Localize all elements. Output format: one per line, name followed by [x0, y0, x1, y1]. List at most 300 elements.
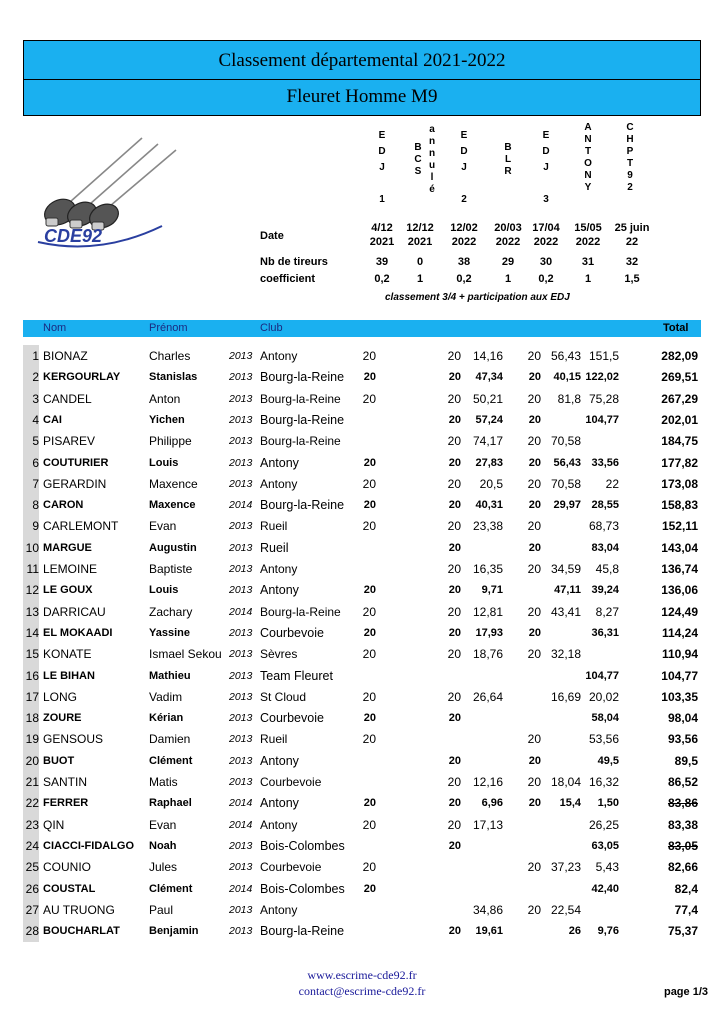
first-name-cell: Augustin [149, 541, 197, 554]
table-row [23, 666, 701, 687]
first-name-cell: Kérian [149, 712, 184, 725]
birth-year-cell: 2013 [229, 350, 253, 362]
score-cell: 20 [528, 413, 541, 426]
header-nom: Nom [43, 322, 67, 334]
score-cell: 20,5 [479, 476, 503, 491]
birth-year-cell: 2013 [229, 413, 253, 426]
rank-cell: 28 [25, 924, 39, 939]
score-cell: 20 [363, 499, 376, 512]
score-cell: 16,32 [588, 775, 619, 789]
birth-year-cell: 2013 [229, 754, 253, 767]
score-cell: 22,54 [550, 902, 581, 917]
last-name-cell: LEMOINE [43, 562, 98, 576]
event-column-1 [362, 130, 402, 210]
club-cell: Rueil [260, 519, 288, 534]
score-cell: 20 [363, 712, 376, 725]
last-name-cell: ZOURE [43, 712, 82, 725]
score-cell: 20 [528, 626, 541, 639]
score-cell: 20 [448, 456, 461, 469]
score-cell: 20 [362, 817, 376, 832]
last-name-cell: BIONAZ [43, 349, 88, 363]
score-cell: 28,55 [591, 499, 619, 512]
footer-email: contact@escrime-cde92.fr [298, 984, 426, 998]
event-label-char: D [542, 146, 550, 157]
last-name-cell: CANDEL [43, 391, 92, 406]
club-cell: Antony [260, 753, 299, 768]
birth-year-cell: 2014 [229, 818, 253, 831]
event-label-char: 3 [543, 194, 549, 205]
rank-cell: 25 [25, 860, 39, 875]
total-cell: 103,35 [661, 689, 698, 704]
first-name-cell: Mathieu [149, 669, 191, 682]
table-row [23, 879, 701, 900]
score-cell: 47,34 [475, 371, 503, 384]
score-cell: 20 [527, 434, 541, 449]
birth-year-cell: 2014 [229, 797, 253, 810]
score-cell: 23,38 [472, 519, 503, 534]
score-cell: 22 [605, 476, 619, 491]
event-label-char: P [626, 146, 634, 157]
event-tireurs: 32 [625, 256, 639, 268]
event-tireurs: 31 [581, 256, 595, 268]
table-row [23, 453, 701, 474]
club-cell: Bourg-la-Reine [260, 604, 341, 619]
table-row [23, 580, 701, 601]
score-cell: 20 [363, 456, 376, 469]
score-cell: 45,8 [595, 562, 619, 576]
total-cell: 93,56 [667, 732, 698, 747]
birth-year-cell: 2013 [229, 903, 253, 916]
birth-year-cell: 2013 [229, 733, 253, 746]
score-cell: 20 [527, 732, 541, 747]
total-cell: 184,75 [661, 434, 698, 449]
rank-cell: 1 [32, 349, 39, 363]
event-label-char: N [584, 170, 592, 181]
club-cell: Courbevoie [260, 711, 324, 726]
total-cell: 282,09 [661, 349, 698, 363]
score-cell: 75,28 [588, 391, 619, 406]
event-coef: 1 [504, 273, 512, 285]
score-cell: 20 [528, 541, 541, 554]
club-cell: Antony [260, 476, 298, 491]
ranking-note: classement 3/4 + participation aux EDJ [385, 292, 570, 303]
rank-cell: 21 [25, 775, 39, 789]
score-cell: 17,13 [472, 817, 503, 832]
score-cell: 26 [568, 925, 581, 938]
score-cell: 16,35 [472, 562, 503, 576]
score-cell: 34,86 [472, 902, 503, 917]
table-row [23, 410, 701, 431]
birth-year-cell: 2013 [229, 776, 253, 788]
score-cell: 49,5 [597, 754, 619, 767]
birth-year-cell: 2013 [229, 839, 253, 852]
first-name-cell: Evan [149, 817, 177, 832]
rank-cell: 14 [25, 625, 39, 640]
total-cell: 77,4 [674, 902, 698, 917]
total-cell: 86,52 [667, 775, 698, 789]
table-row [23, 729, 701, 750]
last-name-cell: LE GOUX [43, 584, 93, 597]
score-cell: 20 [362, 391, 376, 406]
score-cell: 32,18 [550, 647, 581, 662]
rank-cell: 26 [25, 881, 39, 896]
club-cell: Bois-Colombes [260, 838, 345, 853]
score-cell: 20 [527, 519, 541, 534]
rank-cell: 22 [25, 796, 39, 811]
rank-cell: 11 [26, 562, 39, 576]
first-name-cell: Vadim [149, 689, 183, 704]
last-name-cell: COUNIO [43, 860, 91, 875]
score-cell: 20 [528, 456, 541, 469]
event-label-char: Y [584, 182, 592, 193]
club-cell: Sèvres [260, 647, 298, 662]
footer-website: www.escrime-cde92.fr [307, 968, 417, 982]
score-cell: 20 [448, 797, 461, 810]
score-cell: 20 [448, 541, 461, 554]
last-name-cell: MARGUE [43, 541, 92, 554]
event-label-char: J [379, 162, 385, 173]
score-cell: 83,04 [591, 541, 619, 554]
score-cell: 20 [448, 499, 461, 512]
event-label-char: D [378, 146, 386, 157]
score-cell: 20 [363, 371, 376, 384]
event-label-char: u [428, 160, 436, 171]
score-cell: 20 [527, 476, 541, 491]
event-label-char: S [414, 166, 422, 177]
birth-year-cell: 2013 [229, 520, 253, 533]
rank-cell: 7 [32, 476, 39, 491]
total-cell: 158,83 [661, 498, 698, 513]
first-name-cell: Clément [149, 882, 193, 895]
birth-year-cell: 2014 [229, 499, 253, 512]
total-cell: 269,51 [661, 370, 698, 385]
last-name-cell: FERRER [43, 797, 89, 810]
score-cell: 20 [447, 689, 461, 704]
first-name-cell: Philippe [149, 434, 192, 449]
table-row [23, 495, 701, 516]
score-cell: 70,58 [550, 476, 581, 491]
total-cell: 152,11 [661, 519, 698, 534]
event-label-char [362, 178, 402, 194]
coefficient-label: coefficient [260, 273, 316, 285]
score-cell: 16,69 [550, 689, 581, 704]
first-name-cell: Maxence [149, 476, 198, 491]
event-label-char: C [626, 122, 634, 133]
score-cell: 15,4 [559, 797, 581, 810]
first-name-cell: Charles [149, 349, 191, 363]
page-number: page 1/3 [663, 986, 708, 998]
last-name-cell: BOUCHARLAT [43, 925, 120, 938]
event-label-char: L [504, 154, 512, 165]
event-coef: 1 [416, 273, 424, 285]
event-date1: 12/02 [450, 222, 478, 234]
score-cell: 20 [362, 732, 376, 747]
event-coef: 1,5 [624, 273, 640, 285]
first-name-cell: Damien [149, 732, 191, 747]
score-cell: 33,56 [591, 456, 619, 469]
score-cell: 20 [527, 604, 541, 619]
event-coef: 0,2 [456, 273, 472, 285]
score-cell: 20 [447, 349, 461, 363]
event-label-char: R [504, 166, 512, 177]
score-cell: 20,02 [588, 689, 619, 704]
total-cell: 114,24 [661, 625, 698, 640]
score-cell: 20 [527, 391, 541, 406]
birth-year-cell: 2013 [229, 392, 253, 405]
score-cell: 20 [447, 647, 461, 662]
score-cell: 19,61 [475, 925, 503, 938]
event-tireurs: 39 [375, 256, 389, 268]
total-cell: 104,77 [661, 668, 698, 683]
header-total: Total [663, 322, 689, 334]
score-cell: 20 [447, 604, 461, 619]
rank-cell: 6 [32, 455, 39, 470]
first-name-cell: Louis [149, 584, 179, 597]
total-cell: 98,04 [667, 711, 698, 726]
score-cell: 20 [448, 925, 461, 938]
event-date1: 12/12 [406, 222, 434, 234]
score-cell: 20 [528, 754, 541, 767]
event-label-char: J [461, 162, 467, 173]
event-label-char: C [414, 154, 422, 165]
birth-year-cell: 2014 [229, 882, 253, 895]
score-cell: 20 [527, 860, 541, 875]
score-cell: 34,59 [550, 562, 581, 576]
header-club: Club [260, 322, 283, 334]
event-label-char: 2 [461, 194, 467, 205]
club-cell: Courbevoie [260, 625, 324, 640]
total-cell: 136,74 [661, 562, 698, 576]
total-cell: 83,05 [667, 838, 698, 853]
first-name-cell: Baptiste [149, 562, 193, 576]
table-row [23, 623, 701, 644]
event-label-char: n [428, 148, 436, 159]
event-date1: 15/05 [574, 222, 602, 234]
table-row [23, 431, 701, 452]
event-column-4 [444, 130, 484, 210]
event-label-char: 1 [379, 194, 385, 205]
date-label: Date [260, 230, 284, 242]
table-row [23, 836, 701, 857]
score-cell: 20 [362, 860, 376, 875]
birth-year-cell: 2013 [229, 435, 253, 448]
score-cell: 104,77 [585, 669, 619, 682]
score-cell: 70,58 [550, 434, 581, 449]
club-cell: Courbevoie [260, 775, 322, 789]
club-cell: Bourg-la-Reine [260, 412, 345, 427]
score-cell: 40,15 [553, 371, 581, 384]
event-label-char: N [584, 134, 592, 145]
first-name-cell: Paul [149, 902, 174, 917]
total-cell: 202,01 [661, 412, 698, 427]
last-name-cell: AU TRUONG [43, 902, 115, 917]
last-name-cell: DARRICAU [43, 604, 106, 619]
event-tireurs: 29 [501, 256, 515, 268]
score-cell: 104,77 [585, 413, 619, 426]
total-cell: 177,82 [661, 455, 698, 470]
first-name-cell: Matis [149, 775, 178, 789]
club-cell: Courbevoie [260, 860, 322, 875]
event-label-char [488, 178, 528, 190]
event-date2: 2022 [533, 236, 559, 248]
first-name-cell: Raphael [149, 797, 192, 810]
event-coef: 1 [584, 273, 592, 285]
rank-cell: 3 [32, 391, 39, 406]
rank-cell: 17 [25, 689, 39, 704]
score-cell: 20 [363, 626, 376, 639]
rank-cell: 13 [25, 604, 39, 619]
event-label-char: B [414, 142, 422, 153]
total-cell: 143,04 [661, 540, 698, 555]
last-name-cell: CARLEMONT [43, 519, 119, 534]
score-cell: 18,04 [550, 775, 581, 789]
last-name-cell: BUOT [43, 754, 75, 767]
club-cell: Antony [260, 583, 299, 598]
score-cell: 122,02 [585, 371, 619, 384]
score-cell: 20 [448, 626, 461, 639]
first-name-cell: Maxence [149, 499, 196, 512]
last-name-cell: LE BIHAN [43, 669, 95, 682]
event-date1: 25 juin [614, 222, 650, 234]
rank-cell: 10 [25, 540, 39, 555]
first-name-cell: Jules [149, 860, 178, 875]
score-cell: 20 [448, 712, 461, 725]
first-name-cell: Noah [149, 839, 177, 852]
last-name-cell: PISAREV [43, 434, 96, 449]
score-cell: 20 [448, 754, 461, 767]
total-cell: 82,66 [667, 860, 698, 875]
rank-cell: 16 [25, 668, 39, 683]
first-name-cell: Louis [149, 456, 179, 469]
score-cell: 20 [448, 413, 461, 426]
first-name-cell: Yichen [149, 413, 185, 426]
score-cell: 58,04 [591, 712, 619, 725]
score-cell: 20 [527, 775, 541, 789]
score-cell: 8,27 [595, 604, 619, 619]
event-label-char: H [626, 134, 634, 145]
score-cell: 39,24 [591, 584, 619, 597]
club-cell: Bourg-la-Reine [260, 924, 345, 939]
rank-cell: 15 [25, 647, 39, 662]
score-cell: 27,83 [475, 456, 503, 469]
last-name-cell: CARON [43, 499, 84, 512]
last-name-cell: CAI [43, 413, 62, 426]
birth-year-cell: 2013 [229, 626, 253, 639]
score-cell: 81,8 [557, 391, 581, 406]
rank-cell: 20 [25, 753, 39, 768]
club-cell: Bourg-la-Reine [260, 498, 345, 513]
last-name-cell: CIACCI-FIDALGO [43, 839, 135, 852]
event-date2: 2022 [495, 236, 521, 248]
score-cell: 9,76 [597, 925, 619, 938]
event-date1: 17/04 [532, 222, 560, 234]
rank-cell: 9 [32, 519, 39, 534]
total-cell: 124,49 [661, 604, 698, 619]
event-label-char: E [460, 130, 468, 141]
table-row [23, 559, 701, 580]
event-coef: 0,2 [538, 273, 554, 285]
birth-year-cell: 2013 [229, 712, 253, 725]
event-date2: 22 [625, 236, 639, 248]
score-cell: 20 [527, 349, 541, 363]
total-cell: 83,38 [667, 817, 698, 832]
first-name-cell: Yassine [149, 626, 190, 639]
event-date2: 2021 [369, 236, 395, 248]
score-cell: 20 [527, 902, 541, 917]
first-name-cell: Anton [149, 391, 181, 406]
birth-year-cell: 2013 [229, 563, 253, 575]
score-cell: 20 [447, 519, 461, 534]
score-cell: 26,64 [472, 689, 503, 704]
birth-year-cell: 2013 [229, 669, 253, 682]
score-cell: 29,97 [553, 499, 581, 512]
event-label-char: 2 [627, 182, 633, 193]
last-name-cell: GERARDIN [43, 476, 107, 491]
birth-year-cell: 2013 [229, 861, 253, 874]
birth-year-cell: 2014 [229, 605, 253, 618]
event-label-char [488, 130, 528, 142]
event-label-char [526, 178, 566, 194]
last-name-cell: EL MOKAADI [43, 626, 113, 639]
event-date1: 4/12 [371, 222, 393, 234]
table-row [23, 772, 701, 793]
first-name-cell: Clément [149, 754, 193, 767]
logo-text: CDE92 [44, 226, 103, 246]
table-row [23, 708, 701, 729]
score-cell: 20 [447, 562, 461, 576]
table-row [23, 538, 701, 559]
table-row [23, 815, 701, 836]
last-name-cell: GENSOUS [43, 732, 104, 747]
score-cell: 20 [527, 562, 541, 576]
score-cell: 20 [447, 775, 461, 789]
table-row [23, 644, 701, 665]
score-cell: 5,43 [595, 860, 619, 875]
first-name-cell: Evan [149, 519, 177, 534]
total-cell: 83,86 [667, 796, 698, 811]
score-cell: 50,21 [472, 391, 503, 406]
club-cell: Antony [260, 455, 299, 470]
event-coef: 0,2 [374, 273, 390, 285]
header-prenom: Prénom [149, 322, 188, 334]
table-row [23, 857, 701, 878]
first-name-cell: Benjamin [149, 925, 199, 938]
birth-year-cell: 2013 [229, 648, 253, 661]
event-label-char: a [429, 124, 435, 135]
score-cell: 53,56 [588, 732, 619, 747]
birth-year-cell: 2013 [229, 584, 253, 597]
rank-cell: 12 [25, 583, 39, 598]
last-name-cell: QIN [43, 817, 65, 832]
event-label-char: A [584, 122, 592, 133]
total-cell: 136,06 [661, 583, 698, 598]
club-cell: Antony [260, 796, 299, 811]
club-cell: Rueil [260, 540, 289, 555]
rank-cell: 4 [32, 412, 39, 427]
total-cell: 75,37 [667, 924, 698, 939]
event-date2: 2022 [451, 236, 477, 248]
event-label-char: l [430, 172, 434, 183]
score-cell: 63,05 [591, 839, 619, 852]
club-cell: Antony [260, 817, 298, 832]
event-label-char: E [542, 130, 550, 141]
score-cell: 68,73 [588, 519, 619, 534]
score-cell: 20 [528, 499, 541, 512]
table-row [23, 474, 701, 495]
birth-year-cell: 2013 [229, 690, 253, 703]
event-tireurs: 0 [416, 256, 424, 268]
birth-year-cell: 2013 [229, 371, 253, 384]
